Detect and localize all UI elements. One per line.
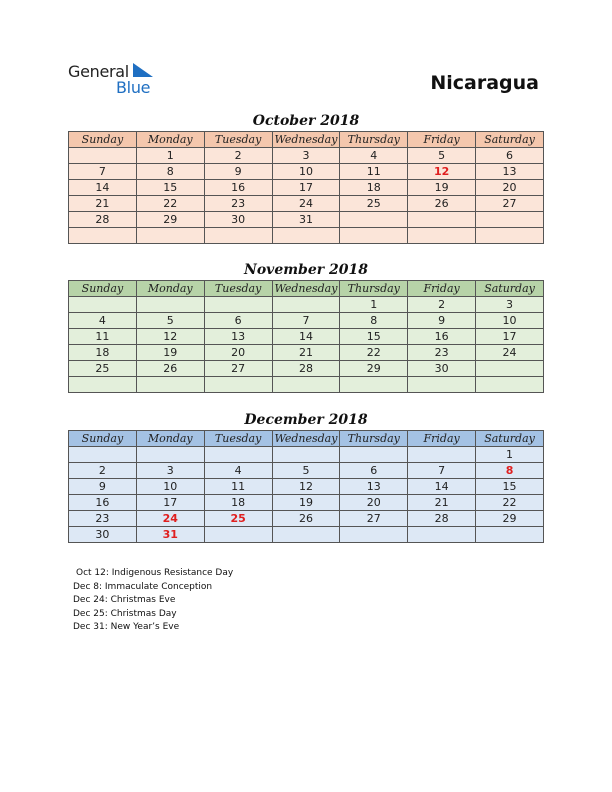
weekday-header: Sunday (69, 281, 137, 297)
month-december (68, 410, 544, 543)
day-cell: 8 (340, 313, 408, 329)
holiday-note: Dec 8: Immaculate Conception (73, 581, 213, 592)
day-cell: 3 (476, 297, 544, 313)
day-cell: 4 (204, 463, 272, 479)
logo-flag-icon (133, 63, 153, 77)
day-cell (204, 527, 272, 543)
day-cell (204, 297, 272, 313)
weekday-header: Saturday (476, 281, 544, 297)
day-cell: 31 (272, 212, 340, 228)
week-row (69, 447, 544, 463)
weekday-header: Friday (408, 431, 476, 447)
day-cell: 18 (204, 495, 272, 511)
day-cell: 11 (340, 164, 408, 180)
day-cell: 27 (340, 511, 408, 527)
holiday-note: Dec 31: New Year’s Eve (73, 622, 180, 632)
day-cell: 5 (272, 463, 340, 479)
day-cell (272, 228, 340, 244)
weekday-header: Wednesday (272, 281, 340, 297)
day-cell: 25 (204, 511, 272, 527)
day-cell: 6 (476, 148, 544, 164)
day-cell (136, 297, 204, 313)
day-cell (476, 527, 544, 543)
day-cell: 1 (136, 148, 204, 164)
day-cell: 30 (69, 527, 137, 543)
day-cell: 2 (408, 297, 476, 313)
day-cell: 27 (204, 361, 272, 377)
day-cell: 7 (69, 164, 137, 180)
day-cell (340, 527, 408, 543)
day-cell: 26 (136, 361, 204, 377)
day-cell (136, 447, 204, 463)
day-cell: 2 (204, 148, 272, 164)
day-cell: 19 (408, 180, 476, 196)
day-cell: 15 (476, 479, 544, 495)
day-cell: 7 (272, 313, 340, 329)
day-cell (408, 447, 476, 463)
day-cell: 28 (408, 511, 476, 527)
day-cell: 11 (204, 479, 272, 495)
day-cell: 26 (408, 196, 476, 212)
day-cell: 14 (69, 180, 137, 196)
day-cell: 18 (340, 180, 408, 196)
day-cell: 15 (136, 180, 204, 196)
day-cell (204, 447, 272, 463)
calendar-table (68, 430, 544, 543)
day-cell: 5 (408, 148, 476, 164)
day-cell: 31 (136, 527, 204, 543)
day-cell: 22 (476, 495, 544, 511)
day-cell (272, 297, 340, 313)
day-cell: 17 (272, 180, 340, 196)
week-row (69, 511, 544, 527)
week-row (69, 361, 544, 377)
day-cell: 8 (136, 164, 204, 180)
day-cell (408, 377, 476, 393)
day-cell: 25 (340, 196, 408, 212)
day-cell: 30 (408, 361, 476, 377)
week-row (69, 148, 544, 164)
day-cell: 4 (340, 148, 408, 164)
day-cell (69, 447, 137, 463)
day-cell: 12 (408, 164, 476, 180)
week-row (69, 313, 544, 329)
day-cell: 4 (69, 313, 137, 329)
day-cell: 21 (408, 495, 476, 511)
weekday-header: Sunday (69, 132, 137, 148)
day-cell (69, 377, 137, 393)
weekday-header: Wednesday (272, 132, 340, 148)
weekday-header: Sunday (69, 431, 137, 447)
day-cell (272, 377, 340, 393)
day-cell: 29 (136, 212, 204, 228)
day-cell: 13 (340, 479, 408, 495)
weekday-header: Tuesday (204, 431, 272, 447)
day-cell: 21 (69, 196, 137, 212)
day-cell (408, 527, 476, 543)
weekday-header: Monday (136, 431, 204, 447)
week-row (69, 345, 544, 361)
day-cell (476, 361, 544, 377)
day-cell: 22 (340, 345, 408, 361)
day-cell: 6 (340, 463, 408, 479)
day-cell (69, 148, 137, 164)
day-cell: 24 (272, 196, 340, 212)
day-cell (340, 212, 408, 228)
day-cell: 20 (340, 495, 408, 511)
day-cell: 16 (69, 495, 137, 511)
day-cell (69, 297, 137, 313)
month-title: November 2018 (244, 262, 368, 278)
weekday-header: Monday (136, 132, 204, 148)
day-cell: 10 (476, 313, 544, 329)
month-october (68, 111, 544, 244)
day-cell (476, 228, 544, 244)
day-cell: 26 (272, 511, 340, 527)
day-cell: 21 (272, 345, 340, 361)
day-cell: 29 (340, 361, 408, 377)
day-cell: 15 (340, 329, 408, 345)
day-cell: 8 (476, 463, 544, 479)
day-cell: 27 (476, 196, 544, 212)
month-title: December 2018 (244, 412, 368, 428)
country-title: Nicaragua (430, 72, 539, 94)
holiday-note: Dec 24: Christmas Eve (73, 595, 176, 605)
day-cell: 1 (476, 447, 544, 463)
day-cell: 5 (136, 313, 204, 329)
weekday-header: Tuesday (204, 281, 272, 297)
week-row (69, 377, 544, 393)
weekday-header: Saturday (476, 132, 544, 148)
day-cell (69, 228, 137, 244)
day-cell: 3 (272, 148, 340, 164)
day-cell (272, 447, 340, 463)
day-cell: 14 (272, 329, 340, 345)
month-title: October 2018 (252, 113, 360, 129)
week-row (69, 329, 544, 345)
calendar-table (68, 131, 544, 244)
day-cell: 12 (272, 479, 340, 495)
week-row (69, 527, 544, 543)
day-cell: 9 (204, 164, 272, 180)
day-cell: 9 (69, 479, 137, 495)
day-cell: 17 (476, 329, 544, 345)
day-cell: 12 (136, 329, 204, 345)
day-cell: 22 (136, 196, 204, 212)
day-cell: 1 (340, 297, 408, 313)
generalblue-logo (68, 60, 168, 96)
day-cell (204, 228, 272, 244)
day-cell (476, 377, 544, 393)
weekday-header: Thursday (340, 431, 408, 447)
week-row (69, 463, 544, 479)
weekday-header-row (69, 281, 544, 297)
weekday-header: Monday (136, 281, 204, 297)
day-cell: 20 (476, 180, 544, 196)
week-row (69, 180, 544, 196)
day-cell: 23 (408, 345, 476, 361)
day-cell: 18 (69, 345, 137, 361)
day-cell: 10 (272, 164, 340, 180)
weekday-header: Thursday (340, 281, 408, 297)
day-cell: 13 (204, 329, 272, 345)
day-cell (408, 228, 476, 244)
day-cell: 6 (204, 313, 272, 329)
day-cell: 2 (69, 463, 137, 479)
day-cell: 16 (408, 329, 476, 345)
weekday-header: Friday (408, 132, 476, 148)
holiday-note: Dec 25: Christmas Day (73, 608, 177, 619)
week-row (69, 212, 544, 228)
holiday-note: Oct 12: Indigenous Resistance Day (76, 568, 234, 578)
day-cell: 14 (408, 479, 476, 495)
weekday-header-row (69, 431, 544, 447)
day-cell: 19 (272, 495, 340, 511)
logo-text-general: General (68, 62, 129, 81)
holiday-notes (73, 567, 233, 635)
day-cell: 19 (136, 345, 204, 361)
day-cell: 20 (204, 345, 272, 361)
day-cell: 16 (204, 180, 272, 196)
day-cell (136, 377, 204, 393)
day-cell: 3 (136, 463, 204, 479)
day-cell (476, 212, 544, 228)
day-cell: 24 (136, 511, 204, 527)
day-cell: 17 (136, 495, 204, 511)
calendar-table (68, 280, 544, 393)
week-row (69, 164, 544, 180)
weekday-header: Saturday (476, 431, 544, 447)
weekday-header: Tuesday (204, 132, 272, 148)
day-cell: 25 (69, 361, 137, 377)
day-cell (408, 212, 476, 228)
week-row (69, 228, 544, 244)
weekday-header: Thursday (340, 132, 408, 148)
day-cell: 23 (204, 196, 272, 212)
weekday-header: Wednesday (272, 431, 340, 447)
day-cell (136, 228, 204, 244)
logo-text-blue: Blue (116, 78, 151, 97)
week-row (69, 297, 544, 313)
week-row (69, 479, 544, 495)
day-cell: 29 (476, 511, 544, 527)
day-cell: 24 (476, 345, 544, 361)
day-cell: 9 (408, 313, 476, 329)
day-cell: 11 (69, 329, 137, 345)
day-cell (272, 527, 340, 543)
day-cell: 28 (69, 212, 137, 228)
day-cell (340, 228, 408, 244)
weekday-header: Friday (408, 281, 476, 297)
week-row (69, 196, 544, 212)
weekday-header-row (69, 132, 544, 148)
week-row (69, 495, 544, 511)
day-cell: 30 (204, 212, 272, 228)
day-cell (340, 377, 408, 393)
day-cell (204, 377, 272, 393)
day-cell: 13 (476, 164, 544, 180)
month-november (68, 260, 544, 393)
day-cell: 28 (272, 361, 340, 377)
day-cell: 7 (408, 463, 476, 479)
day-cell: 23 (69, 511, 137, 527)
day-cell (340, 447, 408, 463)
day-cell: 10 (136, 479, 204, 495)
